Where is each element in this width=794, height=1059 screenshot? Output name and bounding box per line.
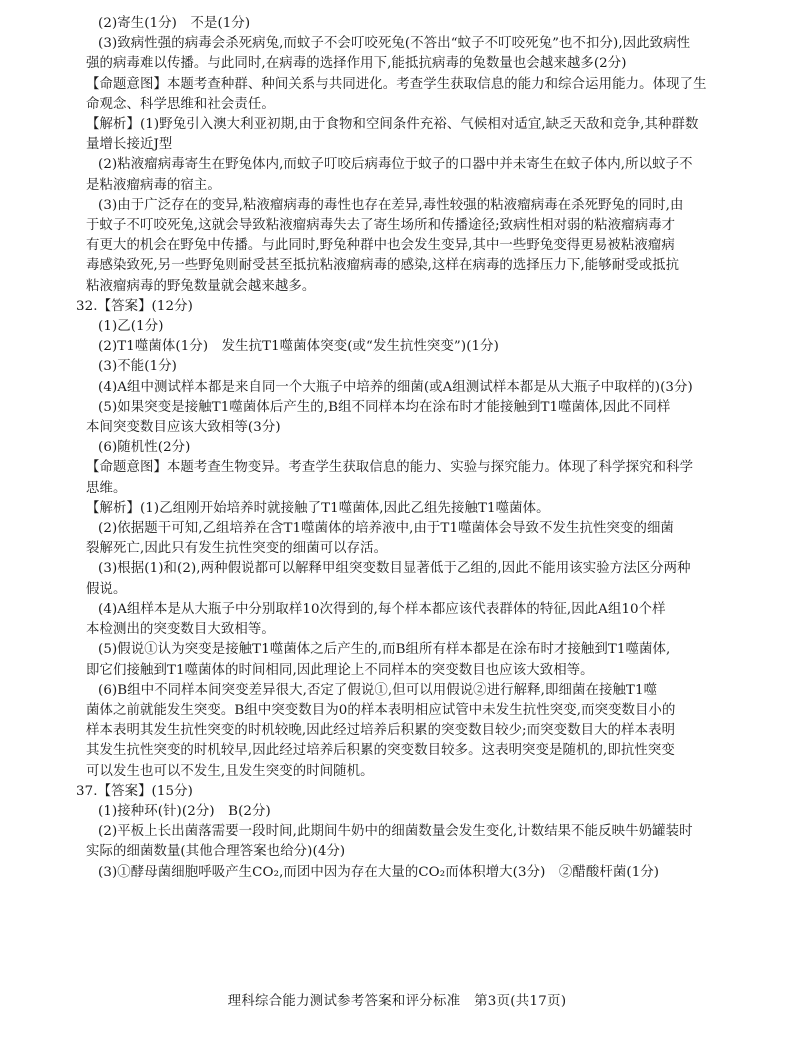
text-line: 样本表明其发生抗性突变的时机较晚,因此经过培养后积累的突变数目较少;而突变数目大的样本表明 — [86, 723, 676, 739]
text-line: (5)如果突变是接触T1噬菌体后产生的,B组不同样本均在涂布时才能接触到T1噬菌体,因此不同样 — [98, 399, 671, 415]
text-line: 即它们接触到T1噬菌体的时间相同,因此理论上不同样本的突变数目也应该大致相等。 — [86, 662, 594, 678]
text-line: 本间突变数目应该大致相等(3分) — [86, 420, 281, 436]
text-line: (2)平板上长出菌落需要一段时间,此期间牛奶中的细菌数量会发生变化,计数结果不能反映牛奶罐装时 — [98, 824, 693, 840]
text-line: (2)粘液瘤病毒寄生在野兔体内,而蚊子叮咬后病毒位于蚊子的口器中并未寄生在蚊子体内,所以蚊子不 — [98, 157, 693, 173]
text-line: (5)假说①认为突变是接触T1噬菌体之后产生的,而B组所有样本都是在涂布时才接触到T1噬菌体, — [98, 642, 671, 658]
text-line: (1)乙(1分) — [98, 319, 164, 335]
text-line: 命观念、科学思维和社会责任。 — [86, 96, 275, 112]
text-line: (6)随机性(2分) — [98, 440, 191, 456]
analysis-heading: 【解析】(1)野兔引入澳大利亚初期,由于食物和空间条件充裕、气候相对适宜,缺乏天敌和竞争,其种群数 — [86, 117, 699, 133]
text-line: 有更大的机会在野兔中传播。与此同时,野兔种群中也会发生变异,其中一些野兔变得更易被粘液瘤病 — [86, 238, 675, 254]
text-line: (2)T1噬菌体(1分) 发生抗T1噬菌体突变(或“发生抗性突变”)(1分) — [98, 339, 499, 355]
text-line: 毒感染致死,另一些野兔则耐受甚至抵抗粘液瘤病毒的感染,这样在病毒的选择压力下,能够耐受或抵抗 — [86, 258, 680, 274]
text-line: (4)A组中测试样本都是来自同一个大瓶子中培养的细菌(或A组测试样本都是从大瓶子中取样的)(3分) — [98, 379, 693, 395]
text-line: (3)致病性强的病毒会杀死病兔,而蚊子不会叮咬死兔(不答出“蚊子不叮咬死兔”也不扣分),因此致病性 — [98, 36, 691, 52]
question-32-answer-heading: 32.【答案】(12分) — [76, 298, 193, 314]
text-line: 实际的细菌数量(其他合理答案也给分)(4分) — [86, 844, 346, 860]
text-line: 其发生抗性突变的时机较早,因此经过培养后积累的突变数目较多。这表明突变是随机的,即抗性突变 — [86, 743, 675, 759]
answer-page — [76, 14, 718, 883]
intent-heading: 【命题意图】本题考查种群、种间关系与共同进化。考查学生获取信息的能力和综合运用能力。体现了生 — [86, 76, 707, 92]
text-line: (2)依据题干可知,乙组培养在含T1噬菌体的培养液中,由于T1噬菌体会导致不发生抗性突变的细菌 — [98, 521, 674, 537]
text-line: (3)根据(1)和(2),两种假说都可以解释甲组突变数目显著低于乙组的,因此不能用该实验方法区分两种 — [98, 561, 691, 577]
text-line: (4)A组样本是从大瓶子中分别取样10次得到的,每个样本都应该代表群体的特征,因此A组10个样 — [98, 601, 666, 617]
text-line: (6)B组中不同样本间突变差异很大,否定了假说①,但可以用假说②进行解释,即细菌在接触T1噬 — [98, 682, 658, 698]
intent-heading: 【命题意图】本题考查生物变异。考查学生获取信息的能力、实验与探究能力。体现了科学探究和科学 — [86, 460, 694, 476]
text-line: 是粘液瘤病毒的宿主。 — [86, 177, 221, 193]
text-line: (1)接种环(针)(2分) B(2分) — [98, 803, 271, 819]
analysis-heading: 【解析】(1)乙组刚开始培养时就接触了T1噬菌体,因此乙组先接触T1噬菌体。 — [86, 500, 550, 516]
text-line: 假说。 — [86, 581, 127, 597]
text-line: 本检测出的突变数目大致相等。 — [86, 622, 275, 638]
text-line: (3)①酵母菌细胞呼吸产生CO₂,而团中因为存在大量的CO₂而体积增大(3分) ②醋酸杆菌(1分) — [98, 864, 660, 880]
text-line: 量增长接近J型 — [86, 137, 173, 153]
text-line: 强的病毒难以传播。与此同时,在病毒的选择作用下,能抵抗病毒的兔数量也会越来越多(2分) — [86, 56, 627, 72]
text-line: 于蚊子不叮咬死兔,这就会导致粘液瘤病毒失去了寄生场所和传播途径;致病性相对弱的粘液瘤病毒才 — [86, 218, 676, 234]
text-line: 菌体之前就能发生突变。B组中突变数目为0的样本表明相应试管中未发生抗性突变,而突变数目小的 — [86, 702, 676, 718]
page-footer: 理科综合能力测试参考答案和评分标准 第3页(共17页) — [227, 994, 567, 1009]
text-line: 粘液瘤病毒的野兔数量就会越来越多。 — [86, 278, 316, 294]
text-line: (3)不能(1分) — [98, 359, 178, 375]
text-line: (2)寄生(1分) 不是(1分) — [98, 16, 251, 31]
text-line: 裂解死亡,因此只有发生抗性突变的细菌可以存活。 — [86, 541, 388, 557]
text-line: 思维。 — [86, 480, 127, 496]
text-line: (3)由于广泛存在的变异,粘液瘤病毒的毒性也存在差异,毒性较强的粘液瘤病毒在杀死野兔的同时,由 — [98, 197, 684, 213]
question-37-answer-heading: 37.【答案】(15分) — [76, 783, 193, 799]
text-line: 可以发生也可以不发生,且发生突变的时间随机。 — [86, 763, 374, 779]
